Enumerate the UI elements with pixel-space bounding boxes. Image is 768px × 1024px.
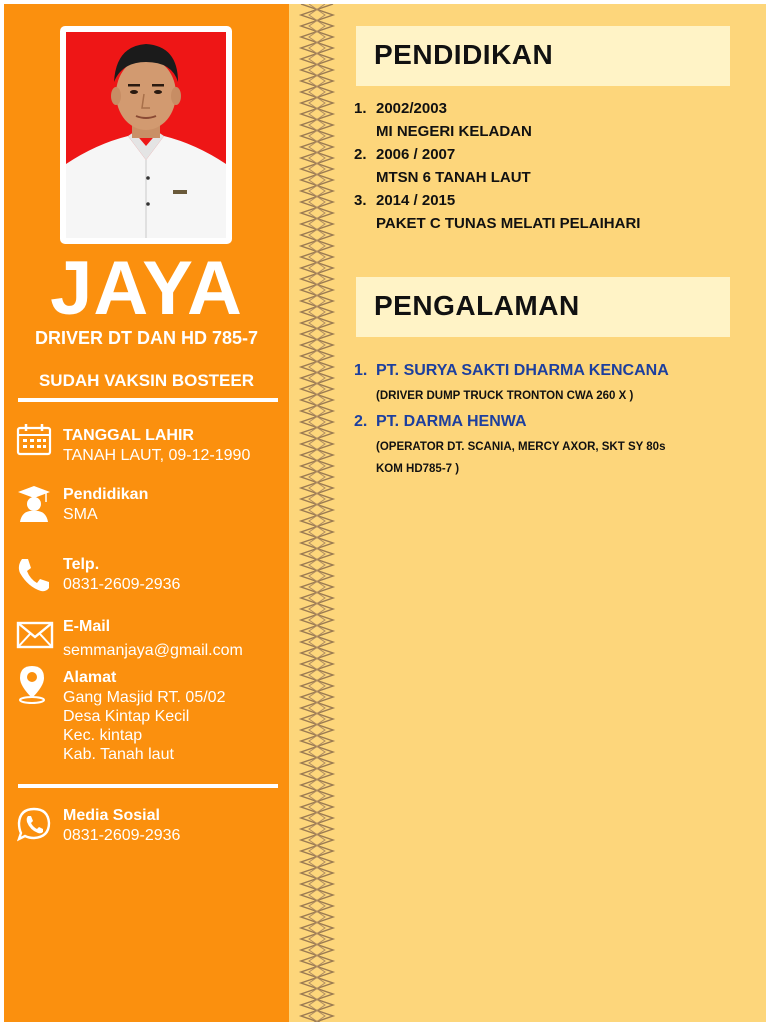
email-label: E-Mail (63, 618, 111, 635)
education-school: MTSN 6 TANAH LAUT (376, 169, 531, 186)
cv-page (4, 4, 766, 1022)
education-item: 1. 2002/2003 MI NEGERI KELADAN (354, 97, 532, 143)
education-value: SMA (63, 506, 98, 523)
phone-value: 0831-2609-2936 (63, 576, 181, 593)
education-heading: PENDIDIKAN (374, 39, 554, 70)
education-item: 2. 2006 / 2007 MTSN 6 TANAH LAUT (354, 143, 531, 189)
birth-value: TANAH LAUT, 09-12-1990 (63, 447, 251, 464)
location-pin-icon (16, 664, 52, 700)
experience-description: (OPERATOR DT. SCANIA, MERCY AXOR, SKT SY 80s (376, 441, 666, 453)
education-item: 3. 2014 / 2015 PAKET C TUNAS MELATI PELAIHARI (354, 189, 640, 235)
divider (18, 784, 278, 788)
education-label: Pendidikan (63, 486, 149, 503)
experience-description: (DRIVER DUMP TRUCK TRONTON CWA 260 X ) (376, 390, 634, 402)
education-school: MI NEGERI KELADAN (376, 123, 532, 140)
phone-icon (16, 557, 52, 593)
mail-icon (16, 620, 52, 656)
education-year: 2006 / 2007 (376, 146, 456, 163)
address-line: Gang Masjid RT. 05/02 (63, 689, 226, 706)
education-year: 2014 / 2015 (376, 192, 456, 209)
profile-photo (66, 32, 226, 238)
social-value: 0831-2609-2936 (63, 827, 181, 844)
address-label: Alamat (63, 669, 117, 686)
decorative-border (295, 4, 339, 1022)
social-label: Media Sosial (63, 807, 160, 824)
experience-company: 2. PT. DARMA HENWA (354, 413, 527, 430)
whatsapp-icon (16, 806, 52, 842)
experience-heading: PENGALAMAN (374, 290, 580, 321)
phone-label: Telp. (63, 556, 100, 573)
education-heading-box (356, 26, 730, 86)
graduation-icon (16, 484, 52, 520)
experience-description: KOM HD785-7 ) (376, 463, 460, 475)
experience-company: 1. PT. SURYA SAKTI DHARMA KENCANA (354, 362, 669, 379)
experience-heading-box (356, 277, 730, 337)
education-school: PAKET C TUNAS MELATI PELAIHARI (376, 215, 641, 232)
candidate-name: JAYA (50, 246, 243, 331)
job-title: DRIVER DT DAN HD 785-7 (34, 328, 259, 348)
address-line: Desa Kintap Kecil (63, 708, 190, 725)
divider (18, 398, 278, 402)
address-line: Kab. Tanah laut (63, 746, 174, 763)
address-line: Kec. kintap (63, 727, 143, 744)
education-year: 2002/2003 (376, 100, 447, 117)
vaccine-status: SUDAH VAKSIN BOSTEER (38, 371, 255, 390)
photo-frame (60, 26, 232, 244)
birth-label: TANGGAL LAHIR (63, 427, 194, 444)
sidebar (4, 4, 289, 1022)
calendar-icon (16, 422, 52, 458)
email-value: semmanjaya@gmail.com (63, 642, 243, 659)
